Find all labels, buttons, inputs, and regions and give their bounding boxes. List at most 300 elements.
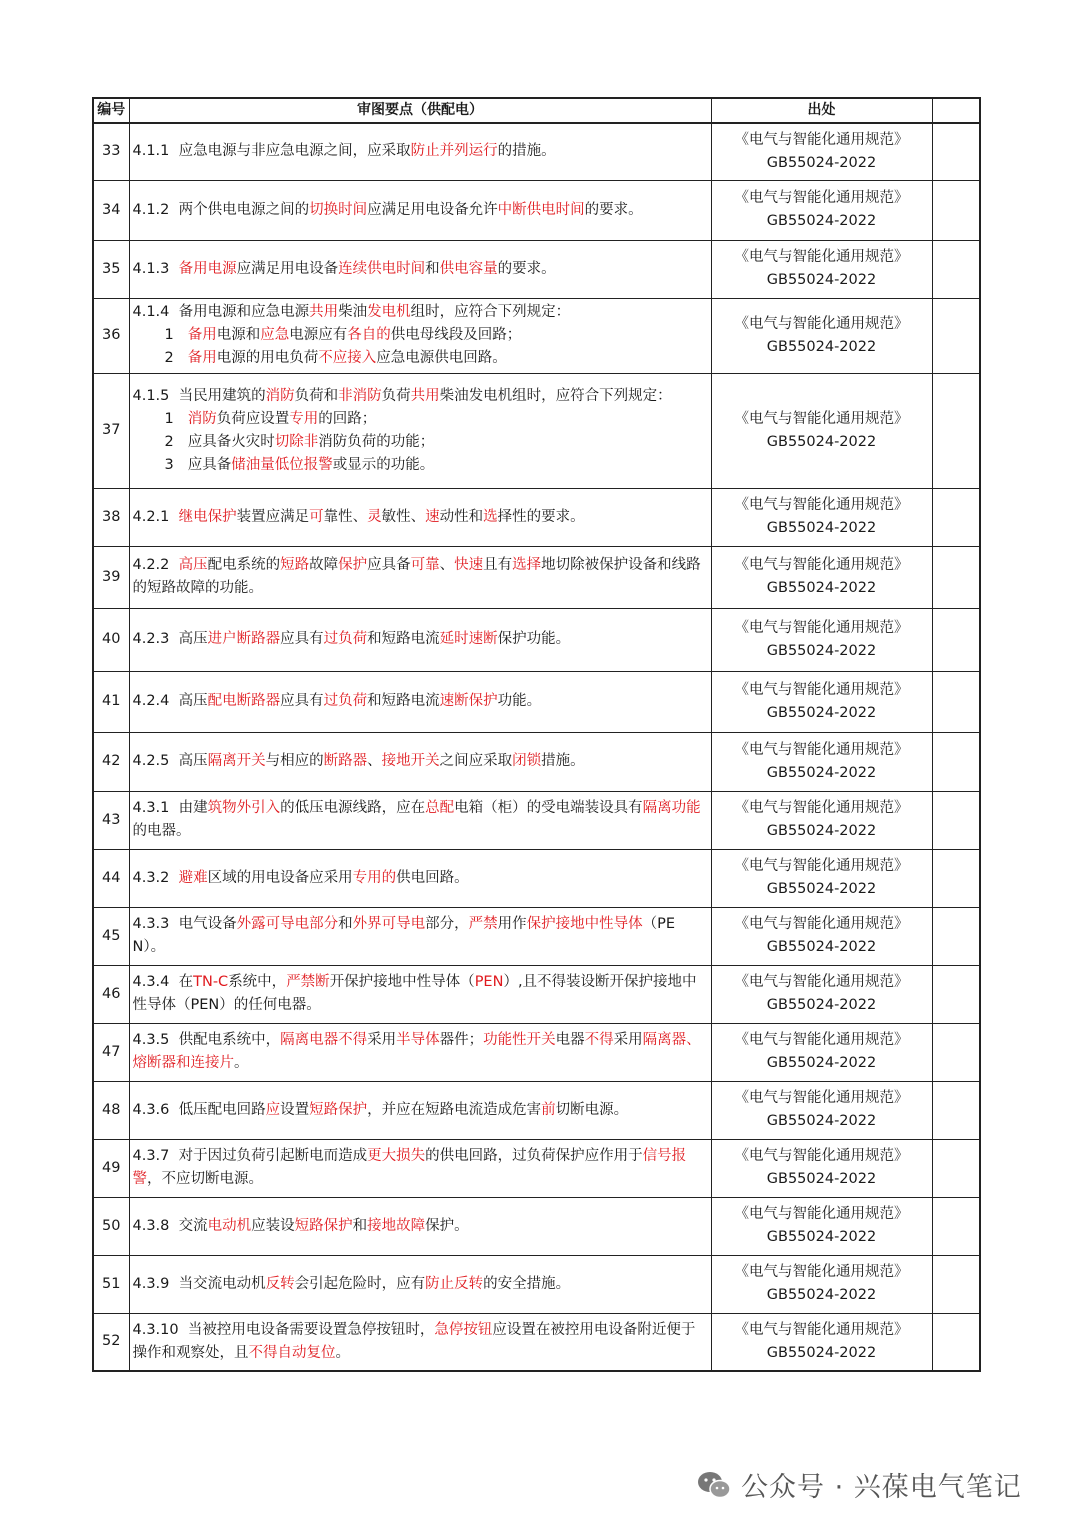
- text-segment: 系统中，: [228, 974, 287, 990]
- text-segment: 4.1.4: [132, 304, 170, 320]
- highlight-text: 严禁: [468, 916, 498, 932]
- review-point: [129, 1139, 711, 1197]
- review-point: [129, 907, 711, 965]
- source-title: 《电气与智能化通用规范》: [734, 410, 909, 427]
- blank-cell: [932, 849, 980, 907]
- highlight-text: 保护: [338, 557, 368, 573]
- watermark-text: 公众号 · 兴葆电气笔记: [741, 1472, 1022, 1503]
- review-line: [133, 140, 707, 163]
- source-cell: [711, 671, 932, 732]
- highlight-text: 各自的: [347, 327, 391, 343]
- highlight-text: 速断保护: [439, 693, 498, 709]
- text-segment: 切断电源。: [555, 1101, 629, 1118]
- text-segment: 会引起危险时，应有: [294, 1275, 426, 1292]
- source-cell: [711, 1313, 932, 1371]
- row-number: 35: [93, 240, 129, 298]
- row-number: 47: [93, 1023, 129, 1081]
- text-segment: 应具备: [367, 557, 411, 573]
- table-row: [93, 1255, 980, 1313]
- text-segment: 区域的用电设备应采用: [207, 869, 353, 886]
- watermark: [697, 1465, 1022, 1504]
- text-segment: 负荷: [381, 387, 411, 404]
- highlight-text: 保护接地中性导体: [526, 916, 643, 932]
- table-row: [93, 240, 980, 298]
- text-segment: 应急电源供电回路。: [376, 350, 507, 366]
- source-title: 《电气与智能化通用规范》: [734, 858, 909, 874]
- text-segment: 应装设: [251, 1217, 295, 1234]
- text-segment: 高压: [169, 753, 208, 769]
- source-title: 《电气与智能化通用规范》: [734, 916, 909, 932]
- review-line: [133, 506, 707, 529]
- row-number: 45: [93, 907, 129, 965]
- text-segment: 动性和: [439, 508, 484, 525]
- blank-cell: [932, 671, 980, 732]
- text-segment: 4.1.3: [132, 260, 170, 277]
- text-segment: 敏性、: [381, 508, 426, 525]
- source-title: 《电气与智能化通用规范》: [734, 1148, 909, 1164]
- highlight-text: 继电保护: [178, 508, 237, 525]
- highlight-text: 外露可导电部分: [236, 916, 339, 932]
- highlight-text: 防止并列运行: [410, 143, 498, 160]
- review-point: [129, 180, 711, 240]
- highlight-text: 隔离功能: [642, 800, 701, 816]
- table-row: [93, 373, 980, 488]
- review-line: [133, 1099, 707, 1122]
- blank-cell: [932, 240, 980, 298]
- highlight-text: 不应接入: [318, 350, 377, 366]
- review-line: [133, 258, 707, 281]
- source-title: 《电气与智能化通用规范》: [734, 1321, 909, 1338]
- sub-item-number: 3: [164, 456, 174, 473]
- source-cell: [711, 732, 932, 791]
- text-segment: 4.2.2: [132, 557, 170, 573]
- blank-cell: [932, 180, 980, 240]
- review-line: [133, 385, 707, 408]
- review-point: [129, 849, 711, 907]
- text-segment: 在: [169, 974, 194, 990]
- highlight-text: 闭锁: [512, 753, 542, 769]
- row-number: 33: [93, 123, 129, 180]
- text-segment: 4.2.4: [132, 693, 170, 709]
- source-cell: [711, 907, 932, 965]
- text-segment: 应满足用电设备: [236, 260, 339, 277]
- source-code: GB55024-2022: [766, 433, 877, 450]
- text-segment: 电箱（柜）的受电端装设具有: [454, 800, 643, 816]
- highlight-text: 可靠: [410, 557, 440, 573]
- text-segment: 开保护接地中性导体（: [329, 974, 475, 990]
- text-segment: 负荷应设置: [216, 410, 290, 427]
- text-segment: 的电器。: [132, 823, 191, 839]
- highlight-text: 严禁断: [286, 974, 330, 990]
- blank-cell: [932, 373, 980, 488]
- text-segment: [169, 261, 178, 277]
- text-segment: 组时，应符合下列规定：: [410, 304, 571, 320]
- blank-cell: [932, 608, 980, 671]
- review-point: [129, 488, 711, 546]
- source-title: 《电气与智能化通用规范》: [734, 315, 909, 332]
- highlight-text: 接地开关: [381, 753, 440, 769]
- source-code: GB55024-2022: [766, 1055, 877, 1071]
- source-cell: [711, 240, 932, 298]
- source-cell: [711, 1255, 932, 1313]
- table-row: [93, 1023, 980, 1081]
- highlight-text: 供电容量: [439, 260, 498, 277]
- source-title: 《电气与智能化通用规范》: [734, 1264, 909, 1280]
- source-title: 《电气与智能化通用规范》: [734, 249, 909, 265]
- text-segment: （PEN）。: [132, 916, 676, 955]
- row-number: 49: [93, 1139, 129, 1197]
- highlight-text: 备用电源: [178, 260, 237, 277]
- highlight-text: 功能性开关: [483, 1032, 556, 1048]
- text-segment: 装置应满足: [236, 508, 310, 525]
- wechat-icon: [697, 1470, 731, 1500]
- source-cell: [711, 373, 932, 488]
- review-point: [129, 298, 711, 373]
- table-row: [93, 849, 980, 907]
- source-code: GB55024-2022: [766, 272, 877, 288]
- blank-cell: [932, 1023, 980, 1081]
- header-source: 出处: [711, 98, 932, 123]
- highlight-text: 消防: [265, 387, 295, 404]
- blank-cell: [932, 488, 980, 546]
- source-title: 《电气与智能化通用规范》: [734, 1090, 909, 1106]
- highlight-text: 非消防: [338, 387, 382, 404]
- highlight-text: 连续供电时间: [338, 260, 426, 277]
- text-segment: 的措施。: [497, 143, 556, 160]
- review-line: [133, 913, 707, 959]
- highlight-text: 隔离电器不得: [280, 1032, 368, 1048]
- text-segment: 的要求。: [497, 260, 556, 277]
- highlight-text: 速: [425, 508, 440, 525]
- review-line: [133, 628, 707, 651]
- source-cell: [711, 546, 932, 608]
- review-point: [129, 1255, 711, 1313]
- review-point: [129, 608, 711, 671]
- text-segment: 故障: [309, 557, 339, 573]
- review-point: [129, 671, 711, 732]
- blank-cell: [932, 1313, 980, 1371]
- blank-cell: [932, 1139, 980, 1197]
- text-segment: ）,且不得装设断开保护接地中性导体（PEN）的任何电器。: [132, 974, 697, 1013]
- text-segment: 电气设备: [169, 916, 237, 932]
- text-segment: 4.3.2: [132, 869, 170, 886]
- highlight-text: 接地故障: [367, 1217, 426, 1234]
- highlight-text: 防止反转: [425, 1275, 484, 1292]
- text-segment: 部分，: [425, 916, 469, 932]
- text-segment: 供电母线段及回路；: [390, 327, 522, 343]
- source-title: 《电气与智能化通用规范》: [734, 619, 909, 636]
- text-segment: 且有: [483, 557, 513, 573]
- text-segment: 4.3.9: [132, 1275, 170, 1292]
- row-number: 51: [93, 1255, 129, 1313]
- text-segment: [169, 870, 178, 886]
- text-segment: 4.3.6: [132, 1101, 170, 1118]
- review-point: [129, 373, 711, 488]
- text-segment: [169, 509, 178, 525]
- source-cell: [711, 298, 932, 373]
- highlight-text: 不得自动复位: [248, 1344, 336, 1361]
- highlight-text: 共用: [410, 387, 440, 404]
- text-segment: 应具有: [280, 631, 324, 647]
- source-cell: [711, 791, 932, 849]
- table-row: [93, 123, 980, 180]
- text-segment: 的回路；: [318, 410, 377, 427]
- highlight-text: 断路器: [323, 753, 368, 769]
- text-segment: 两个供电电源之间的: [169, 201, 310, 218]
- review-line: [133, 431, 707, 454]
- highlight-text: 前: [541, 1101, 556, 1118]
- text-segment: 当交流电动机: [169, 1275, 266, 1292]
- highlight-text: 切除非: [274, 433, 319, 450]
- source-title: 《电气与智能化通用规范》: [734, 800, 909, 816]
- source-code: GB55024-2022: [766, 997, 877, 1013]
- highlight-text: 反转: [265, 1275, 295, 1292]
- highlight-text: 备用: [187, 350, 217, 366]
- text-segment: 和短路电流: [367, 693, 440, 709]
- table-row: [93, 1139, 980, 1197]
- review-line: [133, 1273, 707, 1296]
- text-segment: 4.3.10: [132, 1321, 179, 1338]
- text-segment: 4.1.5: [132, 387, 170, 404]
- highlight-text: 短路保护: [309, 1101, 368, 1118]
- text-segment: 和: [338, 916, 353, 932]
- highlight-text: 消防: [187, 410, 217, 427]
- source-title: 《电气与智能化通用规范》: [734, 974, 909, 990]
- source-cell: [711, 123, 932, 180]
- review-point: [129, 965, 711, 1023]
- highlight-text: 中断供电时间: [497, 201, 585, 218]
- source-cell: [711, 849, 932, 907]
- text-segment: 与相应的: [265, 753, 324, 769]
- review-line: [133, 690, 707, 713]
- source-code: GB55024-2022: [766, 881, 877, 897]
- source-code: GB55024-2022: [766, 1287, 877, 1303]
- sub-item-number: 1: [164, 410, 174, 427]
- blank-cell: [932, 1197, 980, 1255]
- table-row: [93, 488, 980, 546]
- row-number: 34: [93, 180, 129, 240]
- text-segment: 电源的用电负荷: [216, 350, 319, 366]
- table-row: [93, 180, 980, 240]
- text-segment: 4.3.4: [132, 974, 170, 990]
- highlight-text: 配电断路器: [207, 693, 281, 709]
- row-number: 40: [93, 608, 129, 671]
- review-point: [129, 1313, 711, 1371]
- row-number: 50: [93, 1197, 129, 1255]
- source-code: GB55024-2022: [766, 338, 877, 355]
- blank-cell: [932, 965, 980, 1023]
- text-segment: 设置: [280, 1101, 310, 1118]
- table-row: [93, 1197, 980, 1255]
- blank-cell: [932, 123, 980, 180]
- highlight-text: 储油量低位报警: [231, 456, 333, 473]
- review-line: [133, 347, 707, 370]
- header-extra: [932, 98, 980, 123]
- text-segment: 用作: [497, 916, 527, 932]
- review-point: [129, 1023, 711, 1081]
- table-row: [93, 298, 980, 373]
- highlight-text: 备用: [187, 327, 217, 343]
- text-segment: 应具有: [280, 693, 324, 709]
- text-segment: 当民用建筑的: [169, 387, 266, 404]
- text-segment: 由建: [169, 800, 208, 816]
- highlight-text: 短路: [280, 557, 310, 573]
- text-segment: 之间应采取: [439, 753, 513, 769]
- review-point: [129, 1197, 711, 1255]
- highlight-text: 发电机: [367, 304, 411, 320]
- highlight-text: 专用的: [352, 869, 397, 886]
- source-code: GB55024-2022: [766, 1229, 877, 1245]
- table-row: [93, 546, 980, 608]
- text-segment: 保护。: [425, 1217, 469, 1234]
- highlight-text: 急停按钮: [434, 1321, 493, 1338]
- source-code: GB55024-2022: [766, 213, 877, 229]
- highlight-text: 总配: [425, 800, 455, 816]
- review-line: [133, 1215, 707, 1238]
- highlight-text: 专用: [289, 410, 319, 427]
- text-segment: 4.1.2: [132, 201, 170, 218]
- review-line: [133, 301, 707, 324]
- highlight-text: 避难: [178, 869, 208, 886]
- text-segment: 4.2.3: [132, 631, 170, 647]
- text-segment: 应满足用电设备允许: [367, 201, 498, 218]
- header-point: 审图要点（供配电）: [129, 98, 711, 123]
- blank-cell: [932, 298, 980, 373]
- highlight-text: 可: [309, 508, 324, 525]
- text-segment: 采用: [367, 1032, 397, 1048]
- source-cell: [711, 1023, 932, 1081]
- review-line: [133, 324, 707, 347]
- highlight-text: TN-C: [193, 974, 229, 990]
- source-cell: [711, 965, 932, 1023]
- text-segment: 。: [234, 1055, 249, 1071]
- source-cell: [711, 1139, 932, 1197]
- text-segment: 高压: [169, 631, 208, 647]
- text-segment: 电源应有: [289, 327, 348, 343]
- table-row: [93, 732, 980, 791]
- table-row: [93, 965, 980, 1023]
- text-segment: 4.3.5: [132, 1032, 170, 1048]
- table-row: [93, 671, 980, 732]
- review-line: [133, 1145, 707, 1191]
- source-title: 《电气与智能化通用规范》: [734, 1206, 909, 1222]
- table-row: [93, 608, 980, 671]
- highlight-text: 短路保护: [294, 1217, 353, 1234]
- highlight-text: 应: [265, 1101, 281, 1118]
- table-row: [93, 791, 980, 849]
- text-segment: 保护功能。: [497, 631, 571, 647]
- header-no: 编号: [93, 98, 129, 123]
- source-cell: [711, 1081, 932, 1139]
- review-line: [133, 554, 707, 600]
- blank-cell: [932, 1081, 980, 1139]
- source-code: GB55024-2022: [766, 520, 877, 536]
- table-header-row: [93, 98, 980, 123]
- text-segment: 高压: [169, 693, 208, 709]
- review-line: [133, 867, 707, 890]
- row-number: 42: [93, 732, 129, 791]
- review-line: [133, 750, 707, 773]
- source-title: 《电气与智能化通用规范》: [734, 557, 909, 573]
- sub-item-number: 1: [164, 327, 174, 343]
- source-cell: [711, 1197, 932, 1255]
- highlight-text: 隔离器、熔断器和连接片: [132, 1032, 701, 1071]
- text-segment: 供配电系统中，: [169, 1032, 281, 1048]
- highlight-text: 信号报警: [132, 1148, 687, 1187]
- source-title: 《电气与智能化通用规范》: [734, 1032, 909, 1048]
- highlight-text: 进户断路器: [207, 631, 281, 647]
- source-code: GB55024-2022: [766, 939, 877, 955]
- text-segment: 4.3.3: [132, 916, 170, 932]
- highlight-text: 电动机: [207, 1217, 252, 1234]
- blank-cell: [932, 732, 980, 791]
- source-code: GB55024-2022: [766, 704, 877, 721]
- text-segment: 应急电源与非应急电源之间，应采取: [169, 143, 411, 160]
- highlight-text: 半导体: [396, 1032, 440, 1048]
- review-line: [133, 797, 707, 843]
- source-code: GB55024-2022: [766, 580, 877, 596]
- row-number: 48: [93, 1081, 129, 1139]
- text-segment: ，并应在短路电流造成危害: [367, 1101, 542, 1118]
- review-point: [129, 546, 711, 608]
- review-line: [133, 971, 707, 1017]
- table-row: [93, 1081, 980, 1139]
- text-segment: 功能。: [497, 693, 542, 709]
- review-point: [129, 123, 711, 180]
- source-cell: [711, 488, 932, 546]
- highlight-text: 选择: [512, 557, 542, 573]
- row-number: 43: [93, 791, 129, 849]
- text-segment: 电源和: [216, 327, 261, 343]
- highlight-text: 共用: [309, 304, 339, 320]
- text-segment: 4.2.5: [132, 753, 170, 769]
- highlight-text: 外界可导电: [352, 916, 426, 932]
- blank-cell: [932, 907, 980, 965]
- source-cell: [711, 180, 932, 240]
- highlight-text: 选: [483, 508, 498, 525]
- text-segment: 和: [425, 260, 440, 277]
- blank-cell: [932, 1255, 980, 1313]
- highlight-text: 快速: [454, 557, 484, 573]
- row-number: 41: [93, 671, 129, 732]
- text-segment: 供电回路。: [396, 869, 469, 886]
- text-segment: 应设置在被控用电设备附近便于操作和观察处，且: [132, 1321, 696, 1361]
- highlight-text: 应急: [260, 327, 290, 343]
- sub-item-number: 2: [164, 433, 174, 450]
- text-segment: 备用电源和应急电源: [169, 304, 310, 320]
- text-segment: 择性的要求。: [497, 508, 585, 525]
- sub-item-number: 2: [164, 350, 174, 366]
- review-point: [129, 791, 711, 849]
- table-row: [93, 1313, 980, 1371]
- highlight-text: 过负荷: [323, 631, 368, 647]
- text-segment: 负荷和: [294, 387, 339, 404]
- highlight-text: 隔离开关: [207, 753, 266, 769]
- review-line: [133, 1029, 707, 1075]
- text-segment: 、: [439, 557, 455, 573]
- source-code: GB55024-2022: [766, 154, 877, 171]
- text-segment: 柴油: [338, 304, 368, 320]
- text-segment: 的安全措施。: [483, 1275, 571, 1292]
- text-segment: 或显示的功能。: [332, 456, 435, 473]
- text-segment: 低压配电回路: [169, 1101, 266, 1118]
- text-segment: 应具备: [187, 456, 232, 473]
- text-segment: 和: [352, 1217, 368, 1234]
- source-title: 《电气与智能化通用规范》: [734, 741, 909, 758]
- text-segment: 的低压电源线路，应在: [280, 800, 426, 816]
- highlight-text: 高压: [178, 557, 208, 573]
- text-segment: 、: [367, 753, 382, 769]
